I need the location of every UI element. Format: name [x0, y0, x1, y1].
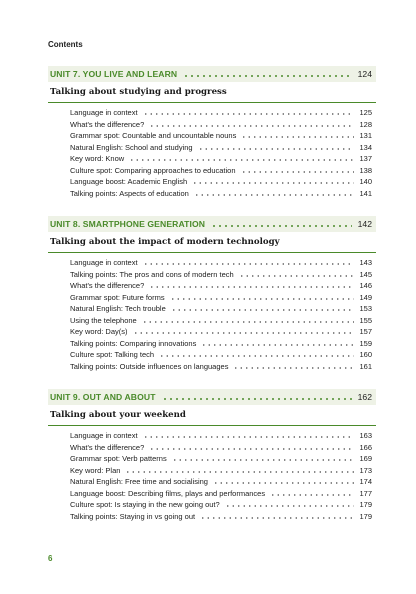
dot-leader [225, 505, 355, 507]
toc-entry-label: Talking points: Staying in vs going out [70, 511, 196, 521]
toc-entry-page: 179 [359, 500, 372, 510]
toc-entry-page: 146 [359, 281, 372, 291]
dot-leader [172, 459, 355, 461]
toc-entry[interactable] [70, 465, 376, 477]
dot-leader [149, 286, 354, 288]
page-header: Contents [48, 40, 83, 49]
toc-entry-label: Natural English: Free time and socialising [70, 477, 208, 487]
toc-entry[interactable] [70, 269, 376, 281]
dot-leader [200, 517, 354, 519]
unit-page-number: 162 [357, 392, 372, 402]
dot-leader [201, 344, 354, 346]
dot-leader [159, 355, 354, 357]
toc-entry[interactable] [70, 349, 376, 361]
toc-entry[interactable] [70, 153, 376, 165]
unit-heading[interactable] [48, 216, 376, 232]
toc-entry[interactable] [70, 361, 376, 373]
dot-leader [270, 494, 354, 496]
unit-heading[interactable] [48, 389, 376, 405]
toc-entry-label: Culture spot: Comparing approaches to education [70, 165, 236, 175]
toc-entry[interactable] [70, 188, 376, 200]
toc-entry[interactable] [70, 511, 376, 523]
toc-entry-page: 149 [359, 292, 372, 302]
toc-entry-label: What's the difference? [70, 281, 145, 291]
unit-items [70, 257, 376, 372]
toc-entry-label: What's the difference? [70, 442, 145, 452]
unit-title: UNIT 7. YOU LIVE AND LEARN [50, 69, 178, 79]
toc-entry[interactable] [70, 476, 376, 488]
toc-entry-page: 169 [359, 454, 372, 464]
dot-leader [142, 321, 355, 323]
toc-entry-page: 140 [359, 177, 372, 187]
dot-leader [143, 263, 355, 265]
toc-entry-label: Language boost: Describing films, plays and performances [70, 488, 266, 498]
dot-leader [133, 332, 355, 334]
toc-entry-label: What's the difference? [70, 119, 145, 129]
toc-entry-label: Talking points: Comparing innovations [70, 338, 197, 348]
toc-entry[interactable] [70, 257, 376, 269]
page-number: 6 [48, 554, 53, 563]
toc-entry-page: 179 [359, 511, 372, 521]
dot-leader [129, 159, 354, 161]
dot-leader [183, 75, 351, 77]
toc-entry[interactable] [70, 338, 376, 350]
toc-entry-label: Talking points: The pros and cons of modern tech [70, 269, 234, 279]
toc-entry-label: Key word: Day(s) [70, 327, 128, 337]
toc-entry-page: 145 [359, 269, 372, 279]
toc-entry[interactable] [70, 107, 376, 119]
unit-page-number: 124 [357, 69, 372, 79]
dot-leader [143, 436, 355, 438]
toc-entry[interactable] [70, 130, 376, 142]
unit-section [48, 216, 376, 372]
toc-entry[interactable] [70, 488, 376, 500]
toc-entry-label: Language in context [70, 258, 138, 268]
toc-entry-page: 143 [359, 258, 372, 268]
toc-entry-page: 166 [359, 442, 372, 452]
toc-entry[interactable] [70, 326, 376, 338]
toc-entry[interactable] [70, 142, 376, 154]
toc-entry-page: 155 [359, 315, 372, 325]
toc-entry-label: Grammar spot: Future forms [70, 292, 165, 302]
toc-entry[interactable] [70, 303, 376, 315]
toc-entry-label: Using the telephone [70, 315, 137, 325]
toc-entry[interactable] [70, 499, 376, 511]
toc-entry-page: 157 [359, 327, 372, 337]
toc-entry[interactable] [70, 453, 376, 465]
unit-subtitle: Talking about the impact of modern technology [48, 232, 376, 253]
toc-entry-page: 153 [359, 304, 372, 314]
toc-entry-label: Key word: Plan [70, 465, 121, 475]
toc-entry-page: 160 [359, 350, 372, 360]
unit-heading[interactable] [48, 66, 376, 82]
dot-leader [149, 448, 354, 450]
toc-entry[interactable] [70, 430, 376, 442]
toc-entry[interactable] [70, 119, 376, 131]
dot-leader [194, 194, 355, 196]
unit-title: UNIT 8. SMARTPHONE GENERATION [50, 219, 206, 229]
toc-entry-label: Grammar spot: Verb patterns [70, 454, 167, 464]
toc-entry-page: 134 [359, 142, 372, 152]
toc-entry-label: Culture spot: Talking tech [70, 350, 155, 360]
toc-entry-label: Language in context [70, 108, 138, 118]
dot-leader [211, 225, 352, 227]
toc-entry-label: Culture spot: Is staying in the new going out? [70, 500, 220, 510]
toc-entry[interactable] [70, 442, 376, 454]
dot-leader [143, 113, 355, 115]
dot-leader [125, 471, 354, 473]
dot-leader [233, 367, 354, 369]
toc-entry[interactable] [70, 315, 376, 327]
toc-entry[interactable] [70, 176, 376, 188]
toc-entry-label: Language boost: Academic English [70, 177, 188, 187]
dot-leader [149, 125, 354, 127]
toc-entry-label: Grammar spot: Countable and uncountable nouns [70, 131, 237, 141]
toc-entry-page: 163 [359, 431, 372, 441]
dot-leader [171, 309, 355, 311]
toc-entry-page: 131 [359, 131, 372, 141]
toc-entry-label: Natural English: Tech trouble [70, 304, 166, 314]
toc-entry-page: 159 [359, 338, 372, 348]
toc-entry-page: 138 [359, 165, 372, 175]
dot-leader [241, 171, 355, 173]
dot-leader [192, 182, 354, 184]
toc-entry-page: 137 [359, 154, 372, 164]
contents-list [48, 66, 376, 539]
toc-entry-page: 141 [359, 188, 372, 198]
unit-page-number: 142 [357, 219, 372, 229]
dot-leader [162, 398, 352, 400]
toc-entry-label: Key word: Know [70, 154, 125, 164]
dot-leader [198, 148, 355, 150]
toc-entry-label: Natural English: School and studying [70, 142, 193, 152]
dot-leader [239, 275, 355, 277]
toc-entry-page: 161 [359, 361, 372, 371]
dot-leader [170, 298, 355, 300]
toc-entry-label: Talking points: Aspects of education [70, 188, 189, 198]
toc-entry[interactable] [70, 165, 376, 177]
unit-section [48, 66, 376, 199]
unit-items [70, 107, 376, 199]
toc-entry[interactable] [70, 280, 376, 292]
toc-entry-page: 173 [359, 465, 372, 475]
toc-entry-page: 125 [359, 108, 372, 118]
toc-entry-label: Language in context [70, 431, 138, 441]
unit-title: UNIT 9. OUT AND ABOUT [50, 392, 156, 402]
dot-leader [213, 482, 355, 484]
unit-subtitle: Talking about studying and progress [48, 82, 376, 103]
toc-entry-page: 128 [359, 119, 372, 129]
dot-leader [241, 136, 354, 138]
unit-items [70, 430, 376, 522]
toc-entry-label: Talking points: Outside influences on languages [70, 361, 229, 371]
toc-entry[interactable] [70, 292, 376, 304]
toc-entry-page: 177 [359, 488, 372, 498]
toc-entry-page: 174 [359, 477, 372, 487]
unit-subtitle: Talking about your weekend [48, 405, 376, 426]
unit-section [48, 389, 376, 522]
